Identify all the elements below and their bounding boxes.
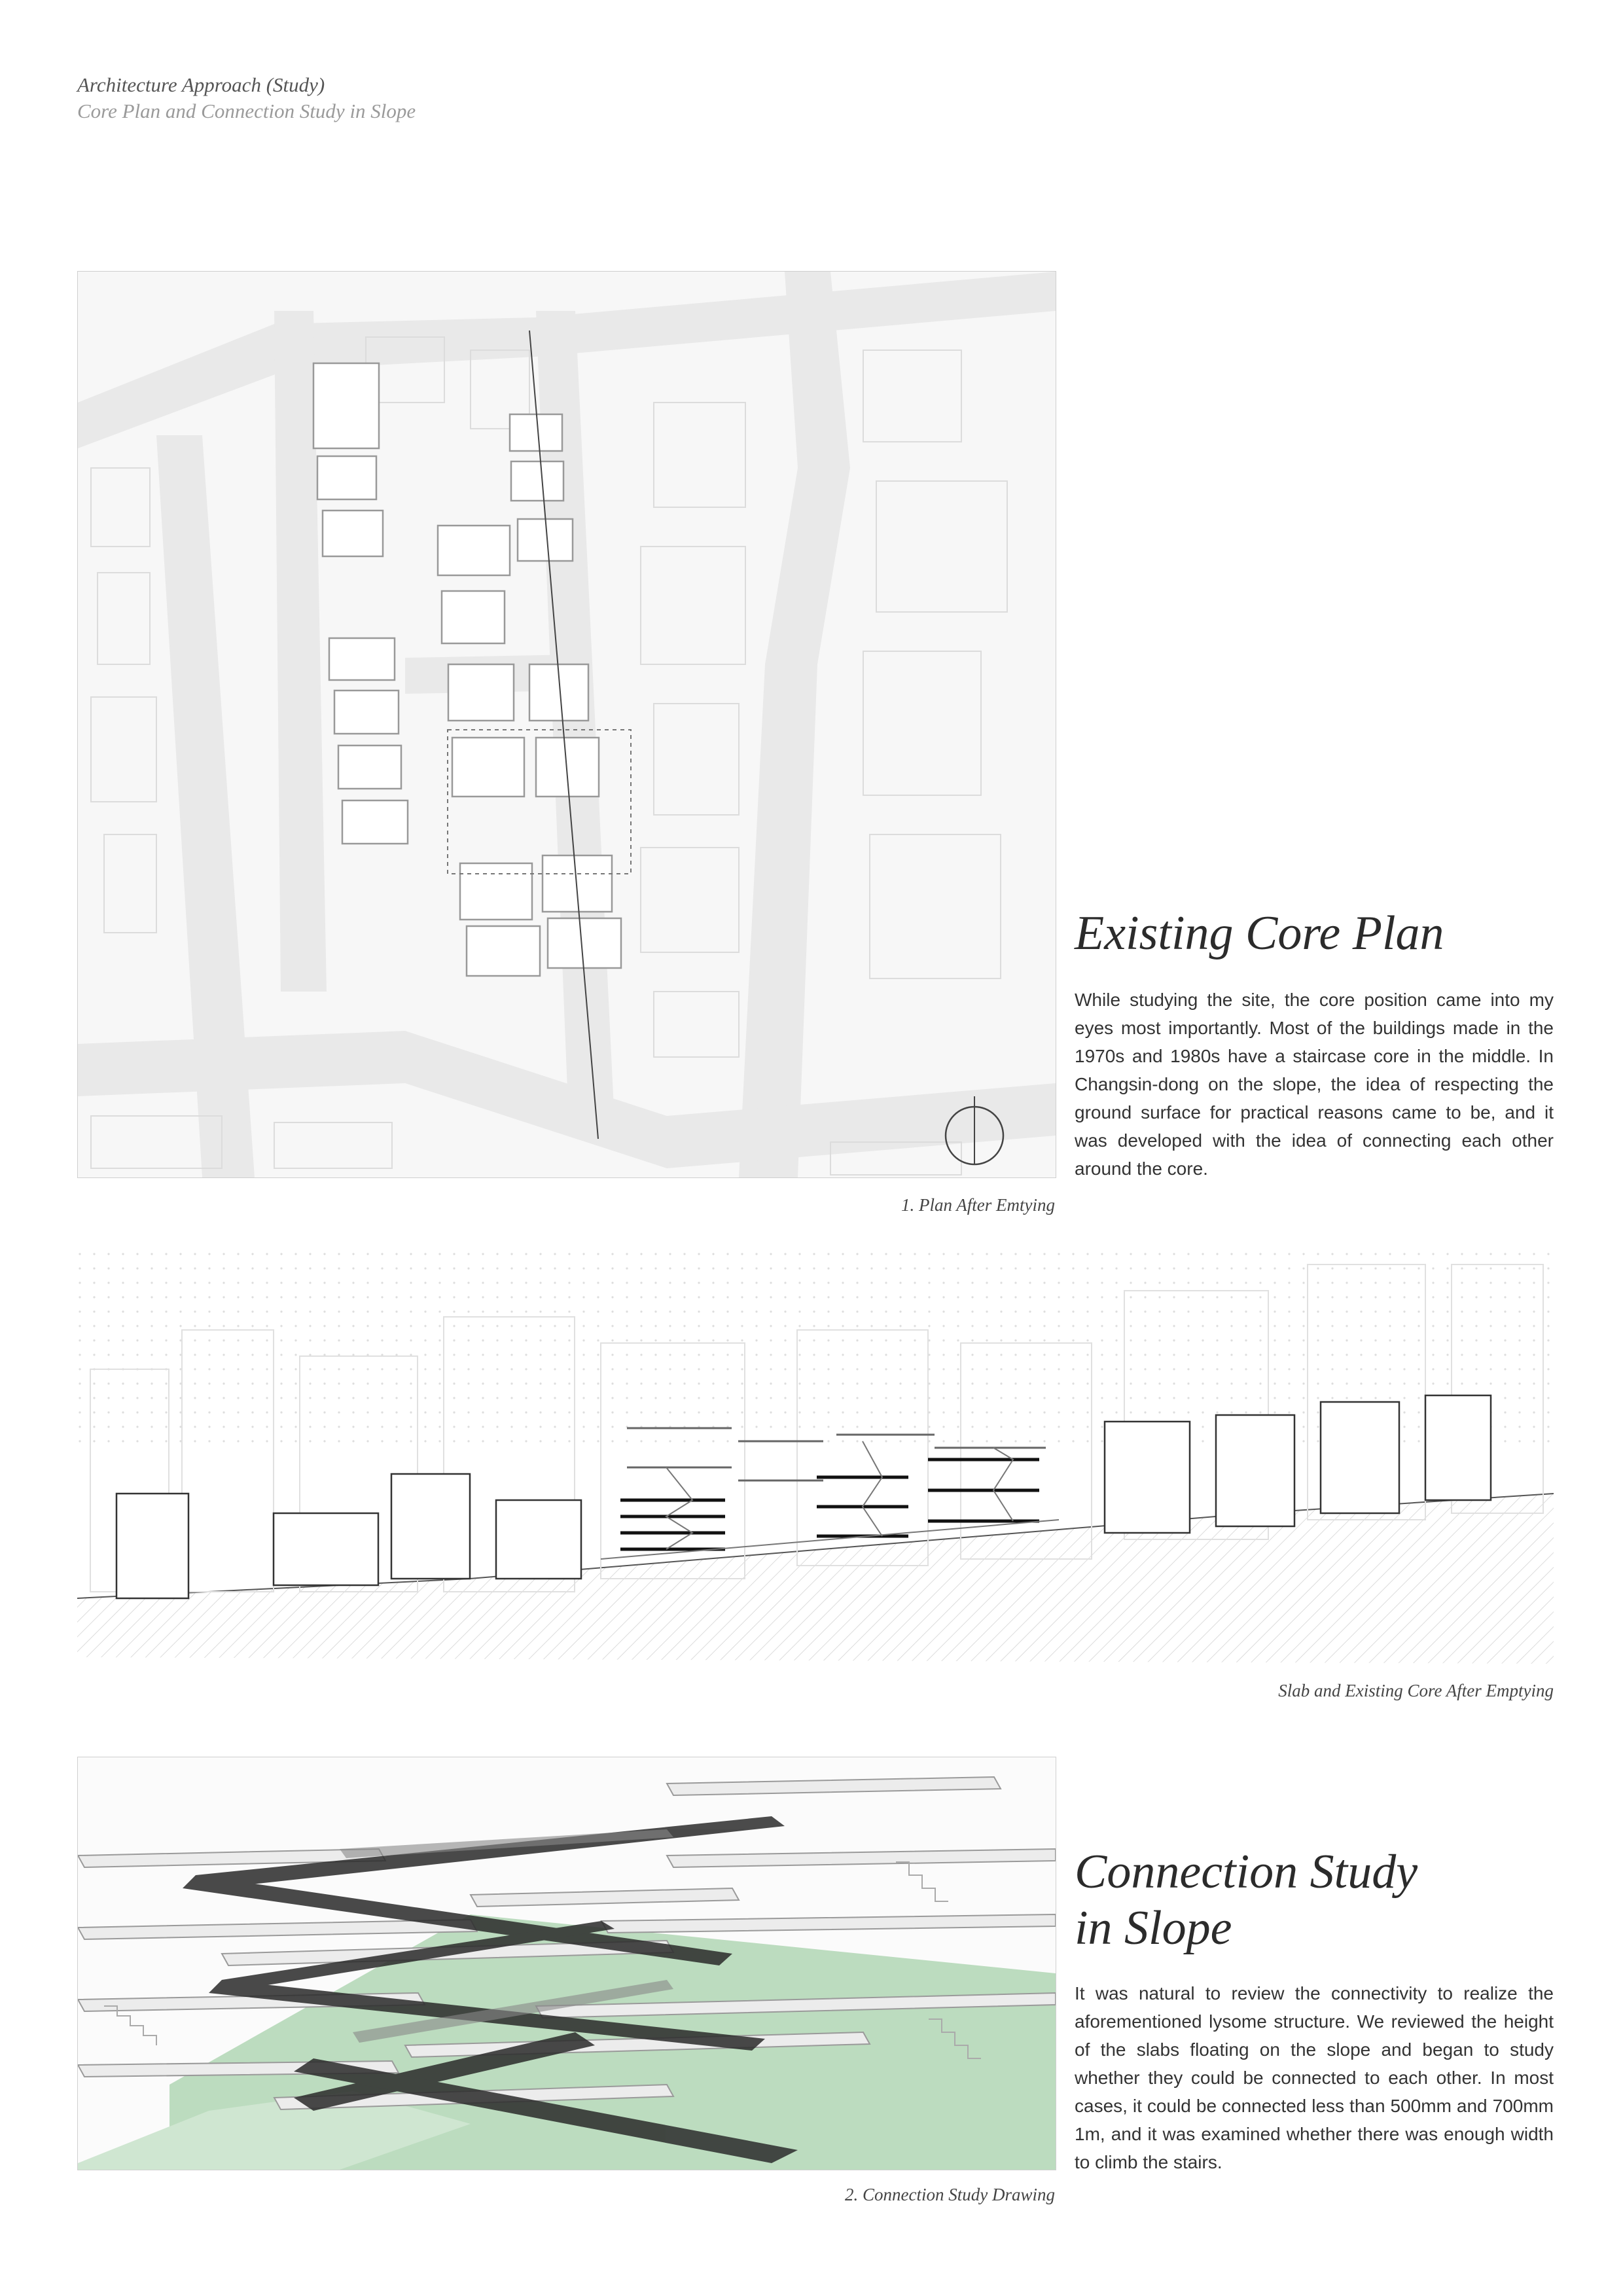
connection-title-line2: in Slope (1075, 1901, 1232, 1955)
plan-drawing (77, 271, 1056, 1178)
section-drawing (77, 1251, 1554, 1664)
plan-caption: 1. Plan After Emtying (901, 1195, 1055, 1215)
header-title: Architecture Approach (Study) (77, 73, 325, 96)
core-plan-title: Existing Core Plan (1075, 906, 1444, 960)
header-subtitle: Core Plan and Connection Study in Slope (77, 99, 416, 122)
core-plan-body: While studying the site, the core position came into my eyes most importantly. Most of the buildings made in the 1970s and 1980s have a staircase core in the middle. In Changsin-dong on the slope, the idea of respecting the ground surface for practical reasons came to be, and it was developed with the idea of connecting each other around the core. (1075, 990, 1554, 1179)
section-caption: Slab and Existing Core After Emptying (1278, 1681, 1554, 1700)
connection-caption: 2. Connection Study Drawing (845, 2185, 1055, 2204)
connection-study-drawing (77, 1757, 1056, 2170)
connection-title-line1: Connection Study (1075, 1845, 1418, 1899)
connection-body: It was natural to review the connectivity to realize the aforementioned lysome structure. We reviewed the height of the slabs floating on the slope and began to study whether they could be connected to each other. In most cases, it could be connected less than 500mm and 700mm 1m, and it was examined whether there was enough width to climb the stairs. (1075, 1983, 1554, 2172)
